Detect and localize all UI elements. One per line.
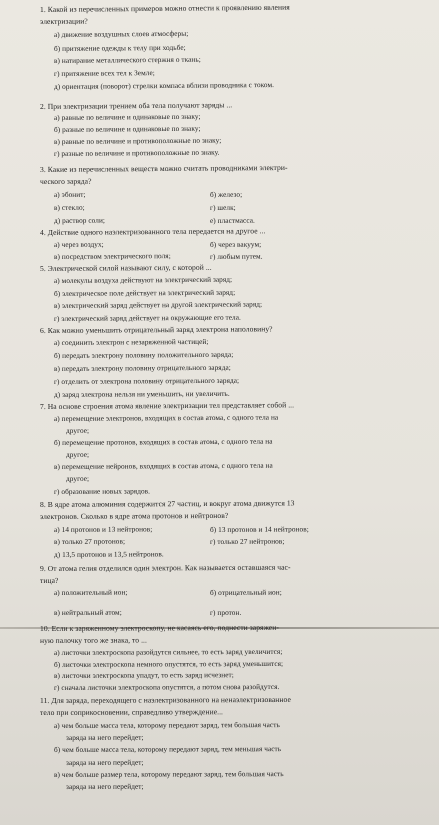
answer-option: б) электрическое поле действует на электрический заряд; (53, 287, 236, 298)
question-text: тица? (39, 575, 59, 585)
answer-option: б) чем больше масса тела, которому передают заряд, тем меньшая часть (53, 744, 282, 754)
answer-option: д) заряд электрона нельзя ни уменьшить, ни увеличить. (53, 388, 230, 399)
answer-option: д) ориентация (поворот) стрелки компаса вблизи проводника с током. (53, 80, 275, 91)
answer-option: г) образование новых зарядов. (53, 486, 151, 496)
answer-option: б) перемещение протонов, входящих в состав атома, с одного тела на (53, 436, 273, 447)
answer-option: а) движение воздушных слоев атмосферы; (53, 28, 189, 39)
answer-option: в) стекло; (53, 202, 85, 212)
answer-option: в) равные по величине и противоположные по знаку; (53, 135, 222, 146)
answer-option: а) чем больше масса тела, которому передают заряд, тем большая часть (53, 720, 280, 730)
answer-option: б) разные по величине и одинаковые по знаку; (53, 123, 201, 134)
question-text: 11. Для заряда, переходящего с наэлектризованного на ненаэлектризованное (39, 694, 291, 705)
answer-option: б) отрицательный ион; (209, 587, 282, 597)
answer-option: в) перемещение нейронов, входящих в состав атома, с одного тела на (53, 460, 273, 471)
answer-option: в) натирание металлического стержня о ткань; (53, 54, 201, 65)
answer-option: а) листочки электроскопа разойдутся сильнее, то есть заряд увеличится; (53, 646, 283, 657)
answer-option: б) 13 протонов и 14 нейтронов; (209, 524, 309, 534)
question-text: 1. Какой из перечисленных примеров можно отнести к проявлению явления (39, 2, 290, 14)
answer-option: г) притяжение всех тел к Земле; (53, 68, 155, 78)
answer-option: г) протон. (209, 607, 242, 617)
answer-option: б) передать электрону половину положительного заряда; (53, 349, 234, 360)
answer-option: другое; (65, 473, 90, 483)
answer-option: в) только 27 протонов; (53, 536, 126, 546)
answer-option: б) через вакуум; (209, 239, 262, 249)
answer-option: а) 14 протонов и 13 нейтронов; (53, 524, 153, 534)
answer-option: б) железо; (209, 189, 243, 199)
question-text: 2. При электризации трением оба тела получают заряды ... (39, 100, 233, 111)
answer-option: г) сначала листочки электроскопа опустятся, а потом снова разойдутся. (53, 681, 280, 692)
answer-option: г) отделить от электрона половину отрицательного заряда; (53, 375, 240, 386)
question-text: 4. Действие одного наэлектризованного тела передается на другое ... (39, 226, 266, 237)
question-text: 7. На основе строения атома явление электризации тел представляет собой ... (39, 400, 295, 411)
answer-option: заряда на него перейдет; (65, 757, 144, 767)
answer-option: д) 13,5 протонов и 13,5 нейтронов. (53, 549, 164, 559)
answer-option: а) эбонит; (53, 189, 86, 199)
answer-option: г) только 27 нейтронов; (209, 536, 285, 546)
answer-option: а) через воздух; (53, 239, 104, 249)
answer-option: а) соединить электрон с незаряженной частицей; (53, 336, 209, 347)
answer-option: а) перемещение электронов, входящих в состав атома, с одного тела на (53, 412, 279, 423)
answer-option: другое; (65, 449, 90, 459)
question-text: ную палочку того же знака, то ... (39, 635, 147, 645)
answer-option: в) передать электрону половину отрицательного заряда; (53, 362, 231, 373)
question-text: 10. Если к заряженному электроскопу, не касаясь его, поднести заряжен- (39, 622, 279, 633)
answer-option: в) посредством электрического поля; (53, 251, 171, 261)
answer-option: заряда на него перейдет; (65, 781, 144, 791)
answer-option: б) листочки электроскопа немного опустятся, то есть заряд уменьшится; (53, 658, 284, 669)
answer-option: в) чем больше размер тела, которому передают заряд, тем большая часть (53, 769, 284, 779)
answer-option: д) раствор соли; (53, 215, 106, 225)
answer-option: г) шелк; (209, 202, 236, 212)
answer-option: г) электрический заряд действует на окружающие его тела. (53, 312, 241, 323)
question-text: 8. В ядре атома алюминия содержится 27 частиц, и вокруг атома движутся 13 (39, 498, 295, 509)
answer-option: в) нейтральный атом; (53, 607, 122, 617)
question-text: электронов. Сколько в ядре атома протонов и нейтронов? (39, 510, 229, 521)
question-text: ческого заряда? (39, 176, 92, 186)
question-text: электризации? (39, 16, 88, 26)
question-text: 3. Какие из перечисленных веществ можно считать проводниками электри- (39, 162, 288, 174)
answer-option: в) листочки электроскопа упадут, то есть заряд исчезнет; (53, 670, 234, 680)
question-text: 6. Как можно уменьшить отрицательный заряд электрона наполовину? (39, 324, 273, 335)
answer-option: г) разные по величине и противоположные по знаку. (53, 147, 220, 158)
answer-option: а) равные по величине и одинаковые по знаку; (53, 111, 201, 122)
answer-option: б) притяжение одежды к телу при ходьбе; (53, 42, 186, 53)
answer-option: а) молекулы воздуха действуют на электрический заряд; (53, 274, 233, 285)
answer-option: е) пластмасса. (209, 215, 255, 225)
answer-option: другое; (65, 425, 90, 435)
question-text: 5. Электрической силой называют силу, с которой ... (39, 262, 212, 273)
answer-option: в) электрический заряд действует на другой электрический заряд; (53, 299, 263, 310)
question-text: тело при соприкосновении, справедливо утверждение... (39, 707, 223, 717)
question-text: 9. От атома гелия отделился один электрон. Как называется оставшаяся час- (39, 562, 291, 573)
answer-option: г) любым путем. (209, 251, 263, 261)
answer-option: заряда на него перейдет; (65, 732, 144, 742)
answer-option: а) положительный ион; (53, 587, 128, 597)
